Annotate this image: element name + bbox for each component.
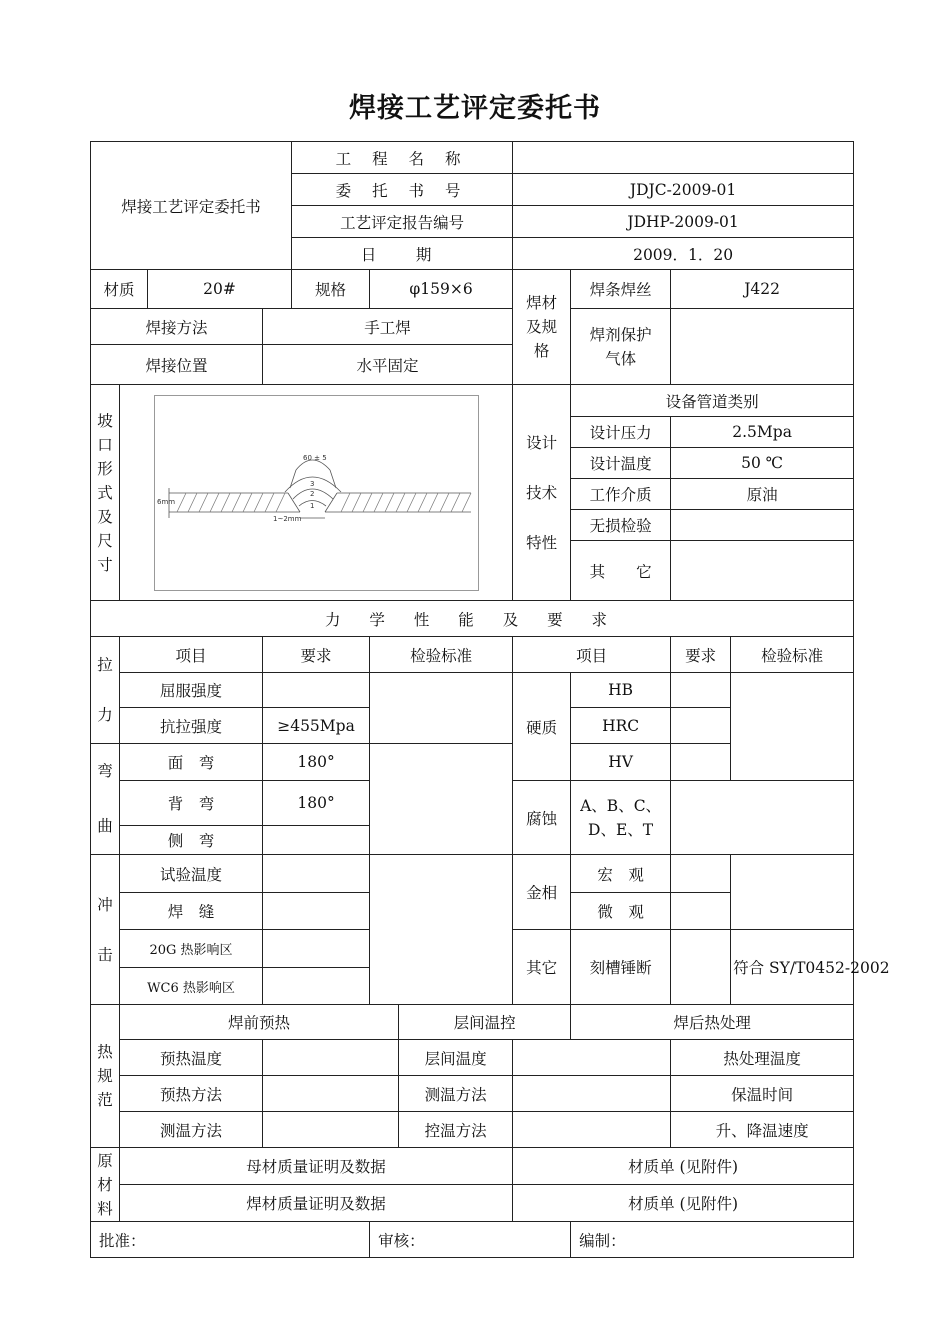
electrode-value[interactable]: J422 [671,270,854,309]
hatch-line [276,493,285,512]
pressure-label: 设计压力 [571,417,671,448]
ramp-rate-label: 升、降温速度 [671,1112,854,1148]
hb-label: HB [571,673,671,708]
hv-req[interactable] [671,744,731,781]
impact-label: 冲击 [91,855,120,1005]
macro-req[interactable] [671,855,731,893]
preheat-temp-label: 预热温度 [120,1040,263,1076]
col-req-left: 要求 [263,637,370,673]
position-value[interactable]: 水平固定 [263,345,513,385]
hold-time-label: 保温时间 [671,1076,854,1112]
face-bend-label: 面 弯 [120,744,263,781]
bend-label: 弯曲 [91,744,120,855]
haz-wc6-label: WC6 热影响区 [120,968,263,1005]
tensile-strength-req[interactable]: ≥455Mpa [263,708,370,744]
groove-label: 坡口形式及尺寸 [91,385,120,601]
corrosion-std[interactable] [671,781,854,855]
macro-label: 宏 观 [571,855,671,893]
heat-label: 热规范 [91,1005,120,1148]
temp-measure-value-1[interactable] [263,1112,399,1148]
pressure-value[interactable]: 2.5Mpa [671,417,854,448]
page-title: 焊接工艺评定委托书 [349,93,601,124]
hatch-line [188,493,197,512]
category-label: 设备管道类别 [571,385,854,417]
corrosion-label: 腐蚀 [513,781,571,855]
commission-no-value[interactable]: JDJC-2009-01 [513,174,854,206]
groove-angle-text: 60 ± 5 [302,453,327,462]
groove-diagram-cell [120,385,513,601]
notch-label: 刻槽锤断 [571,930,671,1005]
temp-label: 设计温度 [571,448,671,479]
electrode-label: 焊条焊丝 [571,270,671,309]
date-value[interactable]: 2009．1．20 [513,238,854,270]
hatch-line [243,493,252,512]
back-bend-req[interactable]: 180° [263,781,370,826]
approve-field[interactable]: 批准： [91,1222,370,1258]
col-std-left: 检验标准 [370,637,513,673]
col-item-left: 项目 [120,637,263,673]
tensile-label: 拉力 [91,637,120,744]
report-no-label: 工艺评定报告编号 [292,206,513,238]
tensile-std[interactable] [370,673,513,744]
hatch-line [352,493,361,512]
filler-label: 焊材及规格 [513,270,571,385]
project-name-value[interactable] [513,142,854,174]
col-req-right: 要求 [671,637,731,673]
spec-label: 规格 [292,270,370,309]
weld-label: 焊 缝 [120,893,263,930]
temp-measure-label-2: 测温方法 [399,1076,513,1112]
review-field[interactable]: 审核： [370,1222,571,1258]
impact-std[interactable] [370,855,513,1005]
haz-20g-req[interactable] [263,930,370,968]
date-label: 日 期 [292,238,513,270]
temp-measure-value-2[interactable] [513,1076,671,1112]
hatch-line [451,493,460,512]
impact-temp-req[interactable] [263,855,370,893]
position-label: 焊接位置 [91,345,263,385]
tensile-strength-label: 抗拉强度 [120,708,263,744]
hatch-line [374,493,383,512]
micro-label: 微 观 [571,893,671,930]
preheat-method-value[interactable] [263,1076,399,1112]
raw-material-label: 原材料 [91,1148,120,1222]
design-label [513,385,571,601]
commission-no-label: 委 托 书 号 [292,174,513,206]
haz-wc6-req[interactable] [263,968,370,1005]
metallo-label: 金相 [513,855,571,930]
hatch-line [254,493,263,512]
medium-label: 工作介质 [571,479,671,510]
commission-form-table [90,141,890,1258]
pwht-title: 焊后热处理 [571,1005,854,1040]
filler-cert-label: 焊材质量证明及数据 [120,1185,513,1222]
hardness-std[interactable] [731,673,854,781]
interpass-title: 层间温控 [399,1005,571,1040]
form-left-label: 焊接工艺评定委托书 [91,142,292,270]
project-name-label: 工 程 名 称 [292,142,513,174]
prepare-field[interactable]: 编制： [571,1222,854,1258]
base-cert-value: 材质单 (见附件) [513,1148,854,1185]
weld-req[interactable] [263,893,370,930]
groove-diagram [154,395,479,591]
interpass-temp-label: 层间温度 [399,1040,513,1076]
hrc-req[interactable] [671,708,731,744]
temp-control-label: 控温方法 [399,1112,513,1148]
base-cert-label: 母材质量证明及数据 [120,1148,513,1185]
filler-cert-value: 材质单 (见附件) [513,1185,854,1222]
pwht-temp-label: 热处理温度 [671,1040,854,1076]
micro-req[interactable] [671,893,731,930]
hrc-label: HRC [571,708,671,744]
ndt-label: 无损检验 [571,510,671,541]
hatch-line [341,493,350,512]
hatch-line [418,493,427,512]
hb-req[interactable] [671,673,731,708]
corrosion-value: A、B、C、D、E、T [571,781,671,855]
hatch-line [407,493,416,512]
spec-value[interactable]: φ159×6 [370,270,513,309]
mechanical-section-title: 力 学 性 能 及 要 求 [91,601,854,637]
hatch-line [265,493,274,512]
impact-temp-label: 试验温度 [120,855,263,893]
hatch-line [396,493,405,512]
yield-req[interactable] [263,673,370,708]
other-label: 其 它 [571,541,671,601]
hv-label: HV [571,744,671,781]
haz-20g-label: 20G 热影响区 [120,930,263,968]
flux-value[interactable] [671,309,854,385]
groove-pass-2: 2 [309,489,315,498]
preheat-title: 焊前预热 [120,1005,399,1040]
notch-req[interactable] [671,930,731,1005]
groove-pass-3: 3 [309,479,315,488]
hatch-line [429,493,438,512]
preheat-method-label: 预热方法 [120,1076,263,1112]
report-no-value[interactable]: JDHP-2009-01 [513,206,854,238]
hatch-line [385,493,394,512]
bend-std[interactable] [370,744,513,855]
metallo-std[interactable] [731,855,854,930]
material-label: 材质 [91,270,148,309]
notch-std: 符合 SY/T0452-2002 [731,930,854,1005]
hardness-label: 硬质 [513,673,571,781]
groove-pass-1: 1 [309,501,315,510]
other-test-label: 其它 [513,930,571,1005]
back-bend-label: 背 弯 [120,781,263,826]
side-bend-req[interactable] [263,826,370,855]
hatch-line [199,493,208,512]
method-label: 焊接方法 [91,309,263,345]
col-item-right: 项目 [513,637,671,673]
groove-sketch [155,396,478,590]
material-value[interactable]: 20# [148,270,292,309]
method-value[interactable]: 手工焊 [263,309,513,345]
preheat-temp-value[interactable] [263,1040,399,1076]
face-bend-req[interactable]: 180° [263,744,370,781]
interpass-temp-value[interactable] [513,1040,671,1076]
temp-control-value[interactable] [513,1112,671,1148]
yield-label: 屈服强度 [120,673,263,708]
hatch-line [221,493,230,512]
hatch-line [440,493,449,512]
hatch-line [232,493,241,512]
col-std-right: 检验标准 [731,637,854,673]
side-bend-label: 侧 弯 [120,826,263,855]
hatch-line [177,493,186,512]
groove-gap-text: 1~2mm [272,514,301,523]
design-label-text: 设计技术特性 [526,433,558,552]
temp-value[interactable]: 50 ℃ [671,448,854,479]
hatch-line [363,493,372,512]
temp-measure-label-1: 测温方法 [120,1112,263,1148]
groove-thickness-text: 6mm [156,497,175,506]
other-value[interactable] [671,541,854,601]
ndt-value[interactable] [671,510,854,541]
hatch-line [462,493,471,512]
medium-value[interactable]: 原油 [671,479,854,510]
hatch-line [210,493,219,512]
flux-label: 焊剂保护气体 [571,309,671,385]
